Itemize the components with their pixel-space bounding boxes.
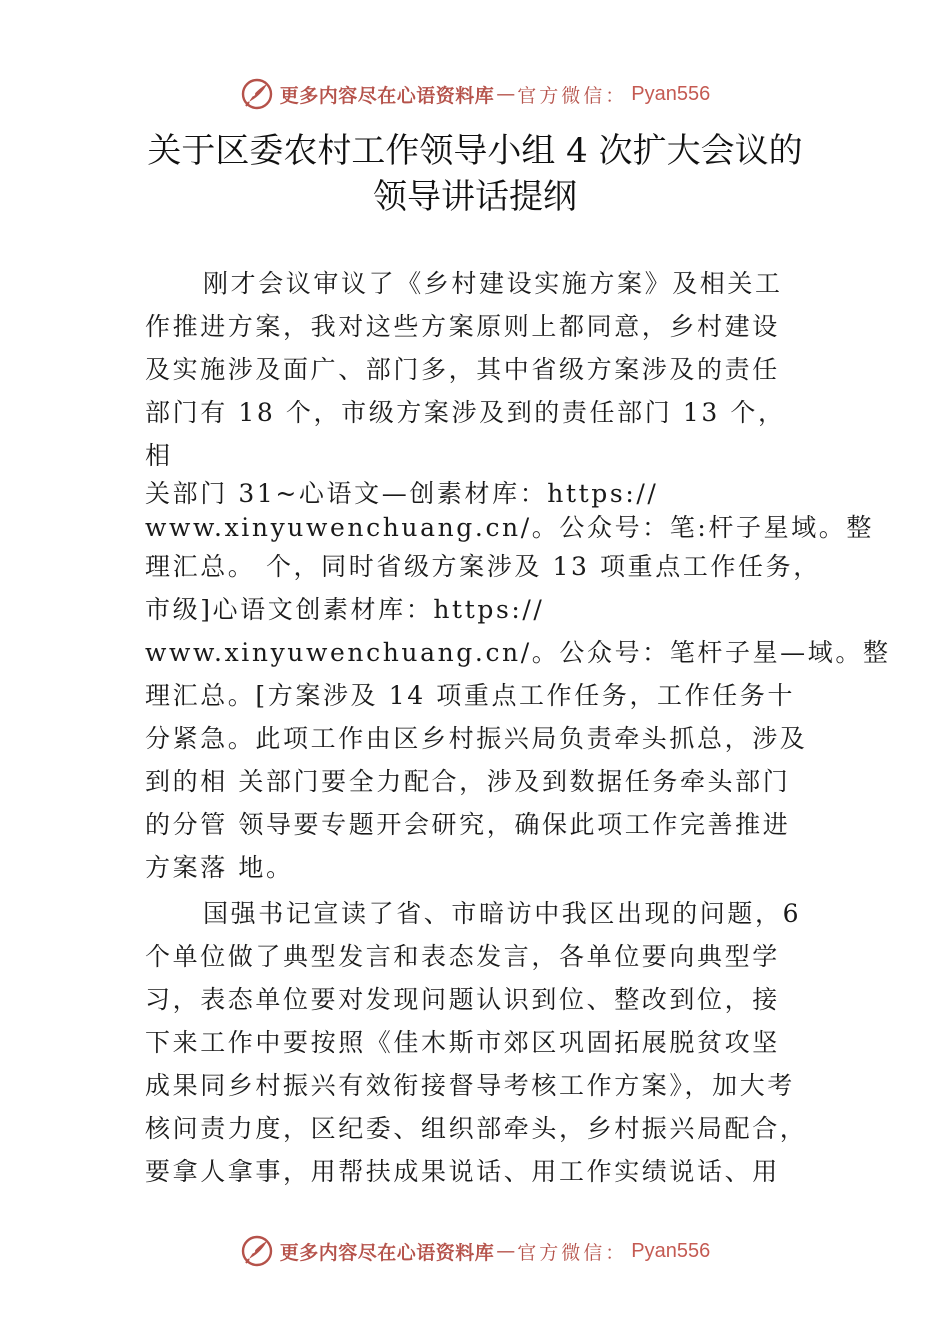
bottom-banner <box>0 1231 950 1271</box>
body-line: 下来工作中要按照《佳木斯市郊区巩固拓展脱贫攻坚 <box>145 1028 780 1057</box>
body-line: www.xinyuwenchuang.cn/。公众号：笔:杆子星域。整 <box>145 513 875 542</box>
top-banner <box>0 74 950 114</box>
banner-wechat-id: Pyan556 <box>631 1239 711 1262</box>
body-line: 到的相 关部门要全力配合，涉及到数据任务牵头部门 <box>145 767 791 796</box>
quill-circle-logo-icon <box>240 77 274 111</box>
body-line: 习，表态单位要对发现问题认识到位、整改到位，接 <box>145 985 780 1014</box>
body-line: 相 <box>145 441 173 470</box>
banner-wechat-label: 官方微信： <box>517 1241 628 1264</box>
banner-brand: 更多内容尽在心语资料库 <box>279 84 495 107</box>
title-line-2: 领导讲话提纲 <box>373 177 577 217</box>
body-line: 市级]心语文创素材库：https:// <box>145 595 545 624</box>
banner-brand: 更多内容尽在心语资料库 <box>279 1241 495 1264</box>
body-line: 刚才会议审议了《乡村建设实施方案》及相关工 <box>203 269 783 298</box>
body-line: 关部门 31~心语文—创素材库：https:// <box>145 479 659 508</box>
body-line: 要拿人拿事，用帮扶成果说话、用工作实绩说话、用 <box>145 1157 780 1186</box>
body-line: 部门有 18 个，市级方案涉及到的责任部门 13 个， <box>145 398 786 427</box>
banner-separator: — <box>496 1240 516 1262</box>
body-line: 方案落 地。 <box>145 853 294 882</box>
banner-separator: — <box>496 83 516 105</box>
body-line: 理汇总。 个，同时省级方案涉及 13 项重点工作任务， <box>145 552 821 581</box>
body-line: 作推进方案，我对这些方案原则上都同意，乡村建设 <box>145 312 780 341</box>
document-body <box>145 262 891 1193</box>
body-line: 成果同乡村振兴有效衔接督导考核工作方案》，加大考 <box>145 1071 795 1100</box>
body-line: 及实施涉及面广、部门多，其中省级方案涉及的责任 <box>145 355 780 384</box>
body-line: 国强书记宣读了省、市暗访中我区出现的问题，6 <box>203 899 802 928</box>
body-line: 分紧急。此项工作由区乡村振兴局负责牵头抓总，涉及 <box>145 724 808 753</box>
banner-wechat-label: 官方微信： <box>517 84 628 107</box>
title-line-1: 关于区委农村工作领导小组 4 次扩大会议的 <box>147 131 803 171</box>
document-title <box>100 128 850 220</box>
body-line: 的分管 领导要专题开会研究，确保此项工作完善推进 <box>145 810 791 839</box>
body-line: 核问责力度，区纪委、组织部牵头，乡村振兴局配合， <box>145 1114 808 1143</box>
body-line: www.xinyuwenchuang.cn/。公众号：笔杆子星—域。整 <box>145 638 891 667</box>
banner-wechat-id: Pyan556 <box>631 82 711 105</box>
body-line: 理汇总。[方案涉及 14 项重点工作任务，工作任务十 <box>145 681 796 710</box>
body-line: 个单位做了典型发言和表态发言，各单位要向典型学 <box>145 942 780 971</box>
quill-circle-logo-icon <box>240 1234 274 1268</box>
